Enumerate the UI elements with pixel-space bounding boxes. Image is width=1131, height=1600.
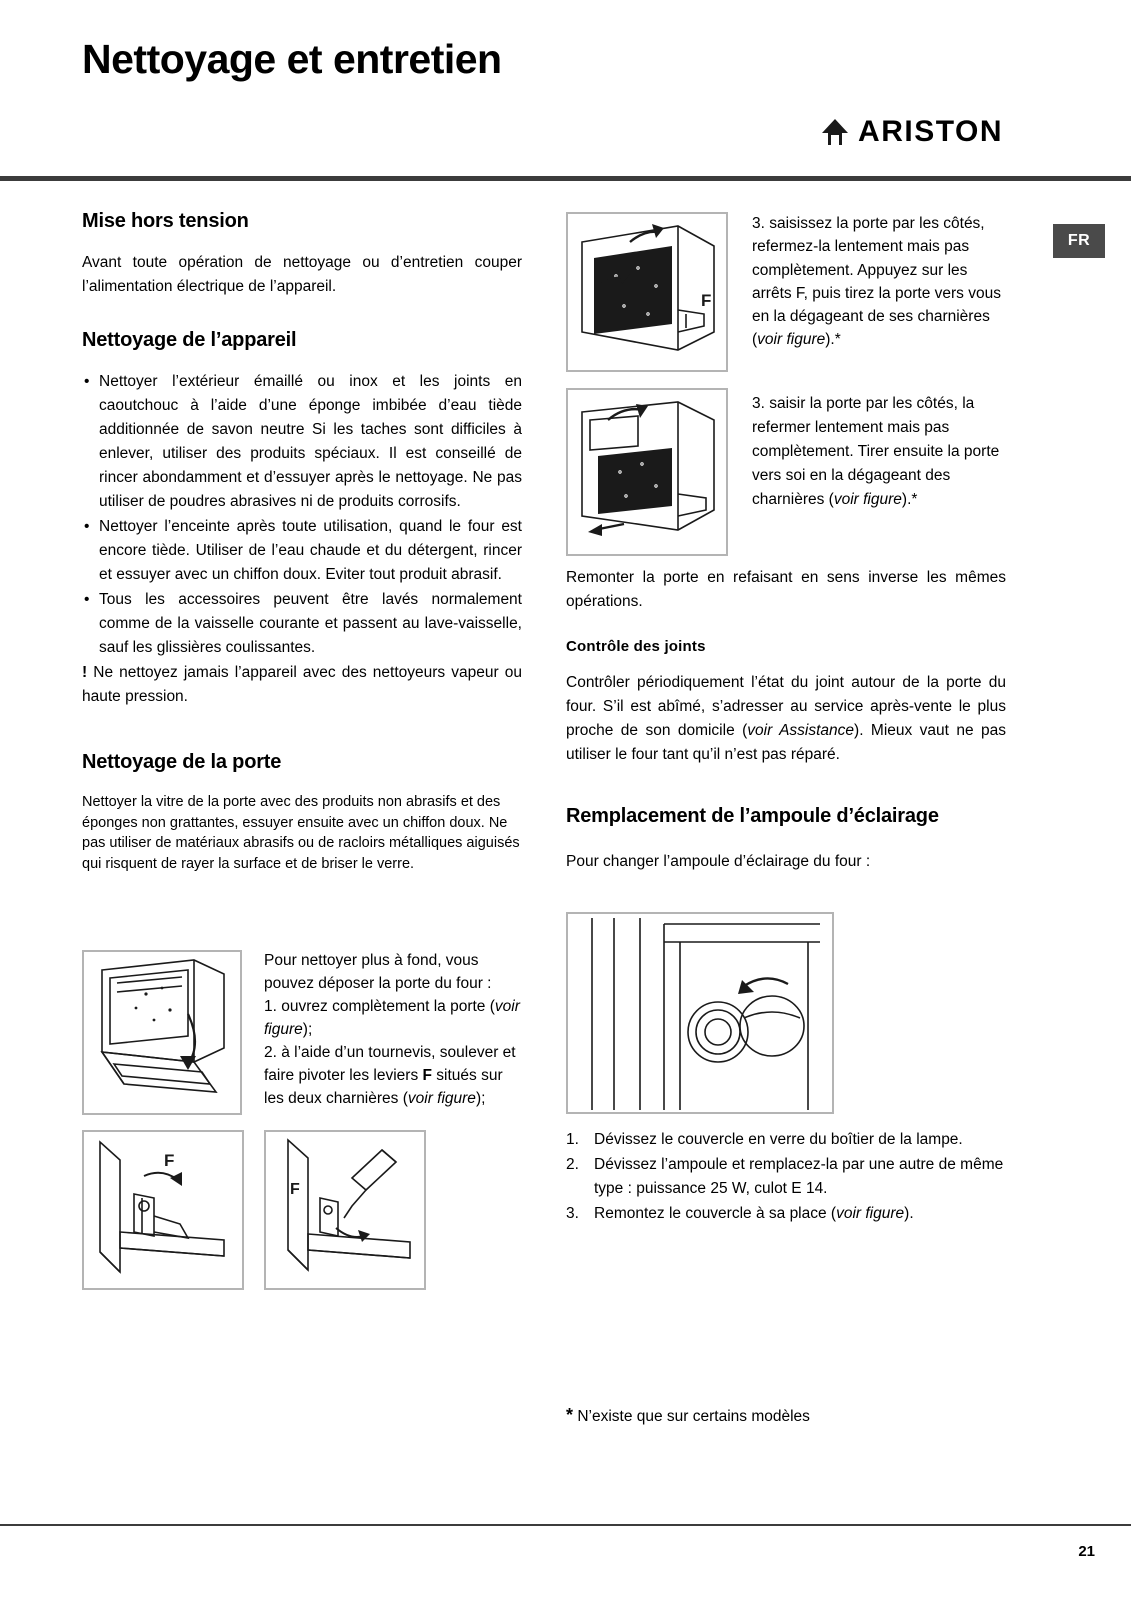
lamp-steps-list bbox=[566, 1128, 1006, 1225]
door-step-1-end: ); bbox=[302, 1020, 313, 1038]
door-step-2-number: 2. bbox=[264, 1043, 277, 1061]
door-release-step-3b bbox=[752, 392, 1008, 512]
door-step-1 bbox=[264, 996, 522, 1042]
section-text-nettoyage-porte: Nettoyer la vitre de la porte avec des produits non abrasifs et des éponges non grattantes, essuyer ensuite avec un chiffon doux. Ne pas utiliser de matériaux abrasifs ou de racloirs métalliques aiguisés qui risquent de rayer la surface et de briser le verre. bbox=[82, 794, 520, 872]
figure-lamp-replacement bbox=[566, 912, 834, 1114]
joints-text-part2: ). Mieux vaut ne pas utiliser le four tant qu’il n’est pas réparé. bbox=[566, 722, 1006, 764]
lamp-step-1-text: Dévissez le couvercle en verre du boîtier de la lampe. bbox=[594, 1131, 963, 1148]
footnote-mark: * bbox=[566, 1405, 574, 1425]
hinge-label-f: F bbox=[164, 1151, 175, 1170]
step3b-number: 3. bbox=[752, 395, 765, 412]
lamp-step-3-number: 3. bbox=[566, 1204, 579, 1222]
header-divider bbox=[0, 176, 1131, 181]
step3b-text: saisir la porte par les côtés, la refermer lentement mais pas complètement. Tirer ensuite la porte vers soi en la dégageant des charnières ( bbox=[752, 395, 1000, 509]
door-step-1-number: 1. bbox=[264, 997, 277, 1015]
lamp-step-2-text: Dévissez l’ampoule et remplacez-la par une autre de même type : puissance 25 W, culot E 14. bbox=[594, 1156, 1004, 1197]
warning-note bbox=[82, 661, 522, 709]
remount-door-text: Remonter la porte en refaisant en sens inverse les mêmes opérations. bbox=[566, 569, 1006, 611]
list-item bbox=[566, 1202, 1006, 1225]
door-step-2 bbox=[264, 1042, 522, 1111]
ariston-house-icon bbox=[820, 117, 850, 147]
section-title-nettoyage-appareil: Nettoyage de l’appareil bbox=[82, 329, 297, 352]
section-title-remplacement-ampoule: Remplacement de l’ampoule d’éclairage bbox=[566, 805, 939, 828]
door-step-2-italic: voir figure bbox=[407, 1089, 476, 1107]
cleaning-bullet-list bbox=[82, 370, 522, 660]
lamp-step-3-text: Remontez le couvercle à sa place ( bbox=[594, 1204, 837, 1222]
figure-open-door bbox=[82, 950, 242, 1115]
section-title-mise-hors-tension: Mise hors tension bbox=[82, 210, 249, 232]
joints-text-part1: Contrôler périodiquement l’état du joint autour de la porte du four. S’il est abîmé, s’adresser au service après-vente le plus proche de son domicile ( bbox=[566, 674, 1006, 740]
left-column bbox=[82, 210, 522, 893]
hinge-label-f: F bbox=[290, 1181, 300, 1198]
language-badge: FR bbox=[1053, 224, 1105, 258]
lamp-step-3-tail: ). bbox=[904, 1204, 914, 1222]
footnote bbox=[566, 1405, 810, 1426]
lamp-step-3-italic: voir figure bbox=[836, 1204, 905, 1222]
brand-name: ARISTON bbox=[858, 115, 1003, 148]
brand-logo bbox=[820, 115, 1003, 149]
lamp-step-1-number: 1. bbox=[566, 1131, 579, 1148]
figure-hinge-lever bbox=[82, 1130, 244, 1290]
lamp-intro-text: Pour changer l’ampoule d’éclairage du four : bbox=[566, 853, 871, 871]
figure-door-release-2 bbox=[566, 388, 728, 556]
list-item bbox=[566, 1128, 1006, 1151]
door-steps-intro: Pour nettoyer plus à fond, vous pouvez déposer la porte du four : bbox=[264, 952, 492, 992]
list-item: • Nettoyer l’extérieur émaillé ou inox et les joints en caoutchouc à l’aide d’une éponge imbibée d’eau tiède additionnée de savon neutre Si les taches sont difficiles à enlever, utiliser des produits spéciaux. Il est conseillé de rincer abondamment et d’essuyer après le nettoyage. Ne pas utiliser de poudres abrasives ni de produits corrosifs. bbox=[82, 370, 522, 514]
figure-hinge-screwdriver bbox=[264, 1130, 426, 1290]
figure-door-release-1 bbox=[566, 212, 728, 372]
subsection-title-controle-joints: Contrôle des joints bbox=[566, 638, 706, 656]
right-column bbox=[566, 566, 1006, 892]
section-text-mise-hors-tension: Avant toute opération de nettoyage ou d’entretien couper l’alimentation électrique de l’appareil. bbox=[82, 254, 522, 296]
joints-control-text bbox=[566, 671, 1006, 767]
door-step-1-text: ouvrez complètement la porte ( bbox=[276, 997, 495, 1015]
door-step-2-end: ); bbox=[475, 1089, 486, 1107]
step3a-italic: voir figure bbox=[757, 331, 826, 349]
step3a-text: saisissez la porte par les côtés, refermez-la lentement mais pas complètement. Appuyez sur les arrêts F, puis tirez la porte vers vous en la dégageant de ses charnières ( bbox=[752, 215, 1001, 349]
step3b-end: ).* bbox=[901, 491, 918, 509]
door-release-step-3a bbox=[752, 212, 1008, 352]
joints-text-italic: voir Assistance bbox=[747, 722, 855, 740]
footnote-text: N’existe que sur certains modèles bbox=[573, 1408, 810, 1425]
list-item bbox=[566, 1153, 1006, 1200]
door-step-2-text: à l’aide d’un tournevis, soulever et faire pivoter les leviers bbox=[264, 1043, 516, 1084]
warning-mark: ! bbox=[82, 664, 88, 682]
door-removal-steps bbox=[264, 950, 522, 1111]
step3a-number: 3. bbox=[752, 215, 765, 232]
list-item: • Tous les accessoires peuvent être lavés normalement comme de la vaisselle courante et passent au lave-vaisselle, sauf les glissières coulissantes. bbox=[82, 588, 522, 660]
list-item: • Nettoyer l’enceinte après toute utilisation, quand le four est encore tiède. Utiliser de l’eau chaude et du détergent, rincer et essuyer avec un chiffon doux. Eviter tout produit abrasif. bbox=[82, 515, 522, 587]
lamp-steps-block bbox=[566, 1128, 1006, 1227]
page-number: 21 bbox=[1078, 1543, 1095, 1560]
door-step-1-italic: voir figure bbox=[264, 997, 520, 1038]
door-step-2-lever-label: F bbox=[422, 1066, 432, 1084]
section-title-nettoyage-porte: Nettoyage de la porte bbox=[82, 751, 282, 774]
page-title: Nettoyage et entretien bbox=[82, 36, 502, 82]
door-release-label-f: F bbox=[701, 291, 712, 310]
door-step-2-mid: situés sur les deux charnières ( bbox=[264, 1066, 503, 1107]
footer-divider bbox=[0, 1524, 1131, 1526]
lamp-step-2-number: 2. bbox=[566, 1156, 579, 1174]
step3a-end: ).* bbox=[825, 331, 841, 349]
step3b-italic: voir figure bbox=[833, 491, 902, 509]
warning-text: Ne nettoyez jamais l’appareil avec des nettoyeurs vapeur ou haute pression. bbox=[82, 664, 522, 706]
